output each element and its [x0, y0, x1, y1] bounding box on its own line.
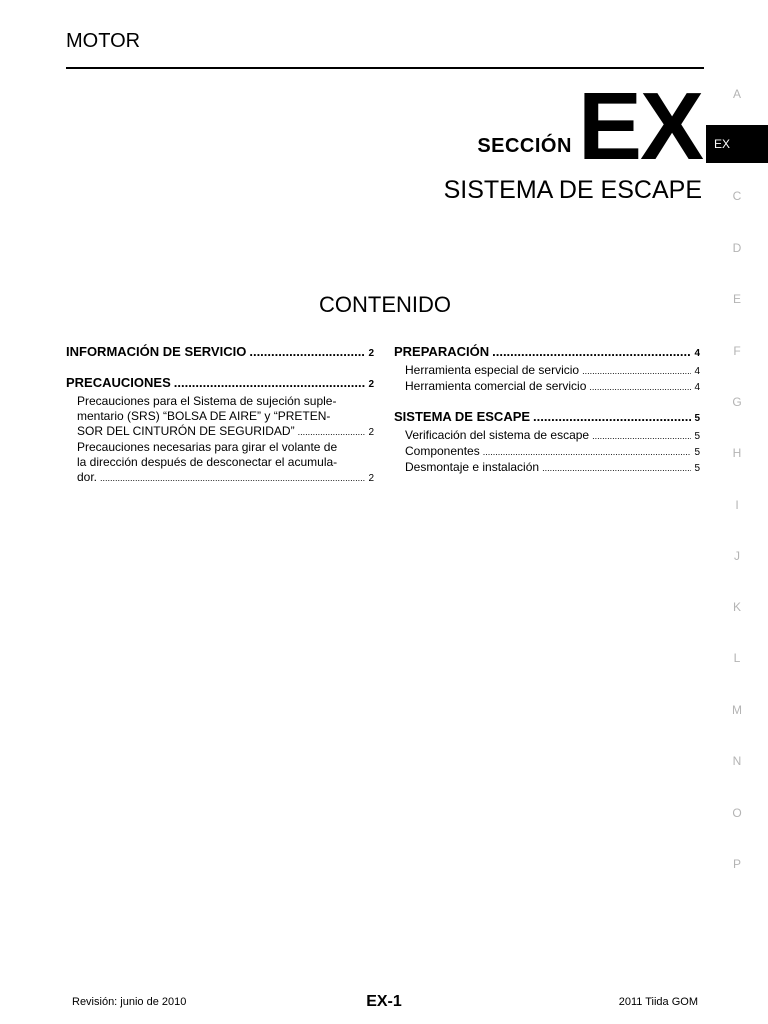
toc-leader-dots: [492, 343, 691, 361]
side-tab-k[interactable]: K: [732, 600, 741, 614]
side-tab-h[interactable]: H: [732, 446, 742, 460]
toc-entry-sistema[interactable]: [394, 408, 700, 428]
toc-subentry-line: dor.: [77, 470, 98, 484]
toc-entry-page: 5: [694, 431, 700, 442]
toc-subentry-herramienta-especial[interactable]: [394, 363, 700, 379]
toc-subentry-herramienta-comercial[interactable]: [394, 379, 700, 395]
toc-leader-dots: [174, 374, 366, 392]
side-tab-d[interactable]: D: [732, 241, 742, 255]
toc-subentry-label: Herramienta comercial de servicio: [405, 379, 587, 393]
side-tab-c[interactable]: C: [732, 189, 742, 203]
footer-page-number: EX-1: [366, 993, 402, 1010]
header-rule: [66, 67, 704, 69]
side-tab-m[interactable]: M: [732, 703, 742, 717]
toc-subentry-label: Componentes: [405, 444, 480, 458]
side-tab-g[interactable]: G: [732, 395, 742, 409]
toc-leader-dots: [542, 461, 691, 476]
toc-entry-page: 5: [694, 447, 700, 458]
toc-leader-dots: [589, 380, 691, 395]
footer-revision: Revisión: junio de 2010: [72, 996, 187, 1008]
toc-subentry-line: Precauciones necesarias para girar el volante de: [77, 440, 338, 454]
side-tab-e[interactable]: E: [732, 292, 741, 306]
section-code: EX: [577, 73, 702, 180]
toc-heading: CONTENIDO: [319, 292, 451, 317]
toc-subentry-volante[interactable]: [66, 440, 374, 486]
toc-left-column: [66, 343, 374, 486]
side-tab-o[interactable]: O: [732, 806, 742, 820]
toc-entry-page: 4: [694, 348, 700, 359]
toc-subentry-line: la dirección después de desconectar el acumula-: [77, 455, 338, 469]
toc-subentry-componentes[interactable]: [394, 444, 700, 460]
toc-leader-dots: [582, 364, 691, 379]
toc-subentry-line: Precauciones para el Sistema de sujeción suple-: [77, 394, 337, 408]
toc-entry-title: PRECAUCIONES: [66, 375, 171, 390]
toc-entry-title: SISTEMA DE ESCAPE: [394, 409, 531, 424]
toc-entry-title: INFORMACIÓN DE SERVICIO: [66, 344, 247, 359]
footer-model: 2011 Tiida GOM: [618, 996, 698, 1008]
toc-subentry-line: SOR DEL CINTURÓN DE SEGURIDAD”: [77, 424, 295, 438]
section-row: [444, 73, 702, 180]
toc-leader-dots: [533, 408, 691, 426]
toc-entry-preparacion[interactable]: [394, 343, 700, 363]
toc-entry-page: 2: [368, 427, 374, 438]
side-tab-f[interactable]: F: [733, 344, 741, 358]
toc-subentry-line: mentario (SRS) “BOLSA DE AIRE” y “PRETEN-: [77, 409, 331, 423]
toc-subentry-label: Desmontaje e instalación: [405, 460, 540, 474]
side-tab-p[interactable]: P: [732, 857, 741, 871]
toc-subentry-label: Verificación del sistema de escape: [405, 428, 590, 442]
toc-subentry-srs[interactable]: [66, 394, 374, 440]
toc-right-column: [394, 343, 700, 476]
toc-entry-servicio[interactable]: [66, 343, 374, 363]
toc-subentry-desmontaje[interactable]: [394, 460, 700, 476]
side-tab-l[interactable]: L: [733, 651, 741, 665]
toc-entry-page: 2: [368, 379, 374, 390]
toc-entry-page: 4: [694, 366, 700, 377]
toc-entry-page: 4: [694, 382, 700, 393]
toc-entry-page: 5: [694, 463, 700, 474]
header-title: MOTOR: [66, 30, 141, 52]
toc-leader-dots: [483, 445, 692, 460]
toc-subentry-last-line: [66, 470, 374, 486]
side-tab-j[interactable]: J: [734, 549, 740, 563]
toc-entry-precauciones[interactable]: [66, 374, 374, 394]
section-word: SECCIÓN: [477, 135, 572, 157]
toc-subentry-last-line: [66, 424, 374, 440]
toc-subentry-verificacion[interactable]: [394, 428, 700, 444]
toc-leader-dots: [592, 429, 691, 444]
toc-leader-dots: [100, 471, 365, 486]
toc-entry-title: PREPARACIÓN: [394, 344, 490, 359]
toc-leader-dots: [298, 425, 366, 440]
toc-leader-dots: [249, 343, 365, 361]
section-name: SISTEMA DE ESCAPE: [443, 176, 702, 204]
side-tab-ex[interactable]: EX: [706, 125, 768, 163]
section-block: [443, 73, 702, 205]
toc-entry-page: 2: [368, 348, 374, 359]
toc-entry-page: 5: [694, 413, 700, 424]
side-tab-a[interactable]: A: [732, 87, 741, 101]
side-tab-n[interactable]: N: [732, 754, 742, 768]
toc-subentry-label: Herramienta especial de servicio: [405, 363, 580, 377]
side-tab-i[interactable]: I: [735, 498, 739, 512]
toc-entry-page: 2: [368, 473, 374, 484]
